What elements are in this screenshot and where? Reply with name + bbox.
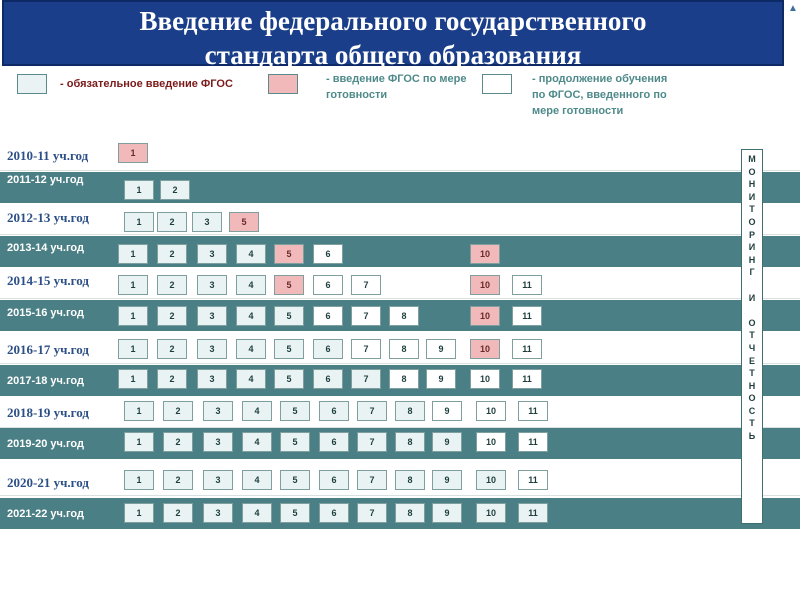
grade-cell: 1 bbox=[118, 339, 148, 359]
grade-cell: 9 bbox=[426, 369, 456, 389]
grade-cell: 7 bbox=[351, 369, 381, 389]
grade-cell: 6 bbox=[313, 369, 343, 389]
grade-cell: 5 bbox=[274, 306, 304, 326]
grade-cell: 3 bbox=[197, 306, 227, 326]
grade-cell: 11 bbox=[518, 432, 548, 452]
grade-cell: 3 bbox=[197, 275, 227, 295]
grade-cell: 6 bbox=[319, 470, 349, 490]
title-line-1: Введение федерального государственного bbox=[139, 6, 647, 36]
grade-cell: 5 bbox=[274, 339, 304, 359]
grade-cell: 2 bbox=[160, 180, 190, 200]
grade-cell: 3 bbox=[203, 503, 233, 523]
grade-cell: 7 bbox=[351, 306, 381, 326]
grade-cell: 5 bbox=[280, 401, 310, 421]
vertical-letter: Т bbox=[749, 330, 755, 341]
grade-cell: 7 bbox=[357, 432, 387, 452]
vertical-letter: Е bbox=[748, 355, 755, 366]
grade-cell: 2 bbox=[157, 369, 187, 389]
grade-cell: 2 bbox=[157, 306, 187, 326]
grade-cell: 3 bbox=[203, 401, 233, 421]
school-year-label: 2019-20 уч.год bbox=[7, 438, 84, 450]
grade-cell: 1 bbox=[124, 401, 154, 421]
vertical-letter: И bbox=[748, 292, 756, 303]
grade-cell: 8 bbox=[395, 401, 425, 421]
grade-cell: 2 bbox=[163, 432, 193, 452]
grade-cell: 7 bbox=[357, 470, 387, 490]
grade-cell: 1 bbox=[124, 503, 154, 523]
grade-cell: 7 bbox=[357, 401, 387, 421]
legend-swatch-mandatory bbox=[17, 74, 47, 94]
grade-cell: 5 bbox=[280, 470, 310, 490]
vertical-letter: Г bbox=[749, 267, 755, 278]
vertical-letter: Ч bbox=[748, 342, 756, 353]
vertical-letter: Н bbox=[748, 380, 756, 391]
grade-cell: 1 bbox=[124, 470, 154, 490]
grade-cell: 3 bbox=[197, 369, 227, 389]
grade-cell: 1 bbox=[124, 180, 154, 200]
grade-cell: 10 bbox=[476, 470, 506, 490]
grade-cell: 11 bbox=[518, 470, 548, 490]
grade-cell: 1 bbox=[118, 244, 148, 264]
grade-cell: 11 bbox=[512, 275, 542, 295]
vertical-letter bbox=[751, 304, 754, 317]
grade-cell: 6 bbox=[313, 244, 343, 264]
vertical-letter: О bbox=[748, 393, 756, 404]
grade-cell: 4 bbox=[236, 244, 266, 264]
school-year-label: 2011-12 уч.год bbox=[7, 174, 84, 186]
vertical-letter: О bbox=[748, 317, 756, 328]
vertical-letter: О bbox=[748, 216, 756, 227]
vertical-letter: Н bbox=[748, 179, 756, 190]
grade-cell: 1 bbox=[124, 212, 154, 232]
grade-cell: 4 bbox=[236, 339, 266, 359]
grade-cell: 11 bbox=[512, 339, 542, 359]
grade-cell: 1 bbox=[118, 143, 148, 163]
vertical-letter: Н bbox=[748, 254, 756, 265]
grade-cell: 8 bbox=[389, 369, 419, 389]
school-year-label: 2012-13 уч.год bbox=[7, 210, 89, 225]
vertical-letter: Т bbox=[749, 368, 755, 379]
grade-cell: 7 bbox=[351, 339, 381, 359]
school-year-label: 2013-14 уч.год bbox=[7, 242, 84, 254]
school-year-label: 2014-15 уч.год bbox=[7, 273, 89, 288]
grade-cell: 10 bbox=[470, 275, 500, 295]
grade-cell: 10 bbox=[476, 503, 506, 523]
grade-cell: 1 bbox=[118, 369, 148, 389]
grade-cell: 6 bbox=[319, 503, 349, 523]
grade-cell: 10 bbox=[470, 244, 500, 264]
grade-cell: 9 bbox=[432, 470, 462, 490]
grade-cell: 10 bbox=[476, 432, 506, 452]
grade-cell: 8 bbox=[395, 503, 425, 523]
legend-text-readiness: - введение ФГОС по мере готовности bbox=[326, 73, 467, 101]
grade-cell: 2 bbox=[157, 212, 187, 232]
grade-cell: 9 bbox=[426, 339, 456, 359]
vertical-letter: Р bbox=[748, 229, 755, 240]
grade-cell: 2 bbox=[157, 339, 187, 359]
grade-cell: 2 bbox=[163, 503, 193, 523]
grade-cell: 6 bbox=[319, 401, 349, 421]
title-line-2: стандарта общего образования bbox=[204, 40, 582, 70]
grade-cell: 2 bbox=[157, 244, 187, 264]
slide-nav-icon: ▲ bbox=[788, 3, 798, 14]
grade-cell: 3 bbox=[203, 470, 233, 490]
schedule-row-band bbox=[0, 172, 800, 203]
legend-swatch-readiness bbox=[268, 74, 298, 94]
legend-text-mandatory: - обязательное введение ФГОС bbox=[60, 78, 233, 90]
vertical-letter: Т bbox=[749, 204, 755, 215]
grade-cell: 6 bbox=[313, 275, 343, 295]
grade-cell: 5 bbox=[274, 369, 304, 389]
grade-cell: 5 bbox=[280, 432, 310, 452]
vertical-letter: Ь bbox=[748, 431, 756, 442]
legend-text-continuation: - продолжение обучения по ФГОС, введенного по мере готовности bbox=[532, 73, 668, 117]
grade-cell: 8 bbox=[395, 432, 425, 452]
grade-cell: 2 bbox=[163, 401, 193, 421]
grade-cell: 10 bbox=[476, 401, 506, 421]
grade-cell: 5 bbox=[274, 275, 304, 295]
vertical-letter: О bbox=[748, 166, 756, 177]
grade-cell: 1 bbox=[124, 432, 154, 452]
grade-cell: 4 bbox=[236, 275, 266, 295]
grade-cell: 1 bbox=[118, 306, 148, 326]
grade-cell: 3 bbox=[203, 432, 233, 452]
school-year-label: 2020-21 уч.год bbox=[7, 475, 89, 490]
grade-cell: 6 bbox=[313, 339, 343, 359]
school-year-label: 2016-17 уч.год bbox=[7, 342, 89, 357]
grade-cell: 4 bbox=[242, 470, 272, 490]
grade-cell: 11 bbox=[518, 503, 548, 523]
schedule-row-band bbox=[0, 204, 800, 235]
school-year-label: 2017-18 уч.год bbox=[7, 375, 84, 387]
grade-cell: 5 bbox=[280, 503, 310, 523]
grade-cell: 10 bbox=[470, 369, 500, 389]
vertical-letter: С bbox=[748, 405, 756, 416]
legend-swatch-continuation bbox=[482, 74, 512, 94]
vertical-letter bbox=[751, 279, 754, 292]
school-year-label: 2015-16 уч.год bbox=[7, 307, 84, 319]
grade-cell: 2 bbox=[163, 470, 193, 490]
vertical-letter: Т bbox=[749, 418, 755, 429]
school-year-label: 2021-22 уч.год bbox=[7, 508, 84, 520]
grade-cell: 4 bbox=[236, 306, 266, 326]
grade-cell: 4 bbox=[236, 369, 266, 389]
grade-cell: 9 bbox=[432, 401, 462, 421]
grade-cell: 5 bbox=[229, 212, 259, 232]
grade-cell: 5 bbox=[274, 244, 304, 264]
grade-cell: 3 bbox=[197, 244, 227, 264]
grade-cell: 9 bbox=[432, 432, 462, 452]
vertical-letter: И bbox=[748, 242, 756, 253]
grade-cell: 1 bbox=[118, 275, 148, 295]
grade-cell: 6 bbox=[319, 432, 349, 452]
grade-cell: 10 bbox=[470, 306, 500, 326]
grade-cell: 8 bbox=[389, 306, 419, 326]
monitoring-reporting-label bbox=[741, 149, 763, 524]
grade-cell: 4 bbox=[242, 401, 272, 421]
grade-cell: 3 bbox=[192, 212, 222, 232]
grade-cell: 11 bbox=[512, 306, 542, 326]
grade-cell: 2 bbox=[157, 275, 187, 295]
vertical-letter: М bbox=[748, 154, 756, 164]
grade-cell: 3 bbox=[197, 339, 227, 359]
vertical-letter: И bbox=[748, 191, 756, 202]
school-year-label: 2018-19 уч.год bbox=[7, 405, 89, 420]
grade-cell: 8 bbox=[389, 339, 419, 359]
grade-cell: 9 bbox=[432, 503, 462, 523]
grade-cell: 7 bbox=[357, 503, 387, 523]
grade-cell: 4 bbox=[242, 432, 272, 452]
grade-cell: 6 bbox=[313, 306, 343, 326]
grade-cell: 10 bbox=[470, 339, 500, 359]
grade-cell: 11 bbox=[512, 369, 542, 389]
grade-cell: 8 bbox=[395, 470, 425, 490]
slide-title bbox=[2, 0, 784, 70]
grade-cell: 11 bbox=[518, 401, 548, 421]
grade-cell: 4 bbox=[242, 503, 272, 523]
school-year-label: 2010-11 уч.год bbox=[7, 148, 89, 163]
grade-cell: 7 bbox=[351, 275, 381, 295]
